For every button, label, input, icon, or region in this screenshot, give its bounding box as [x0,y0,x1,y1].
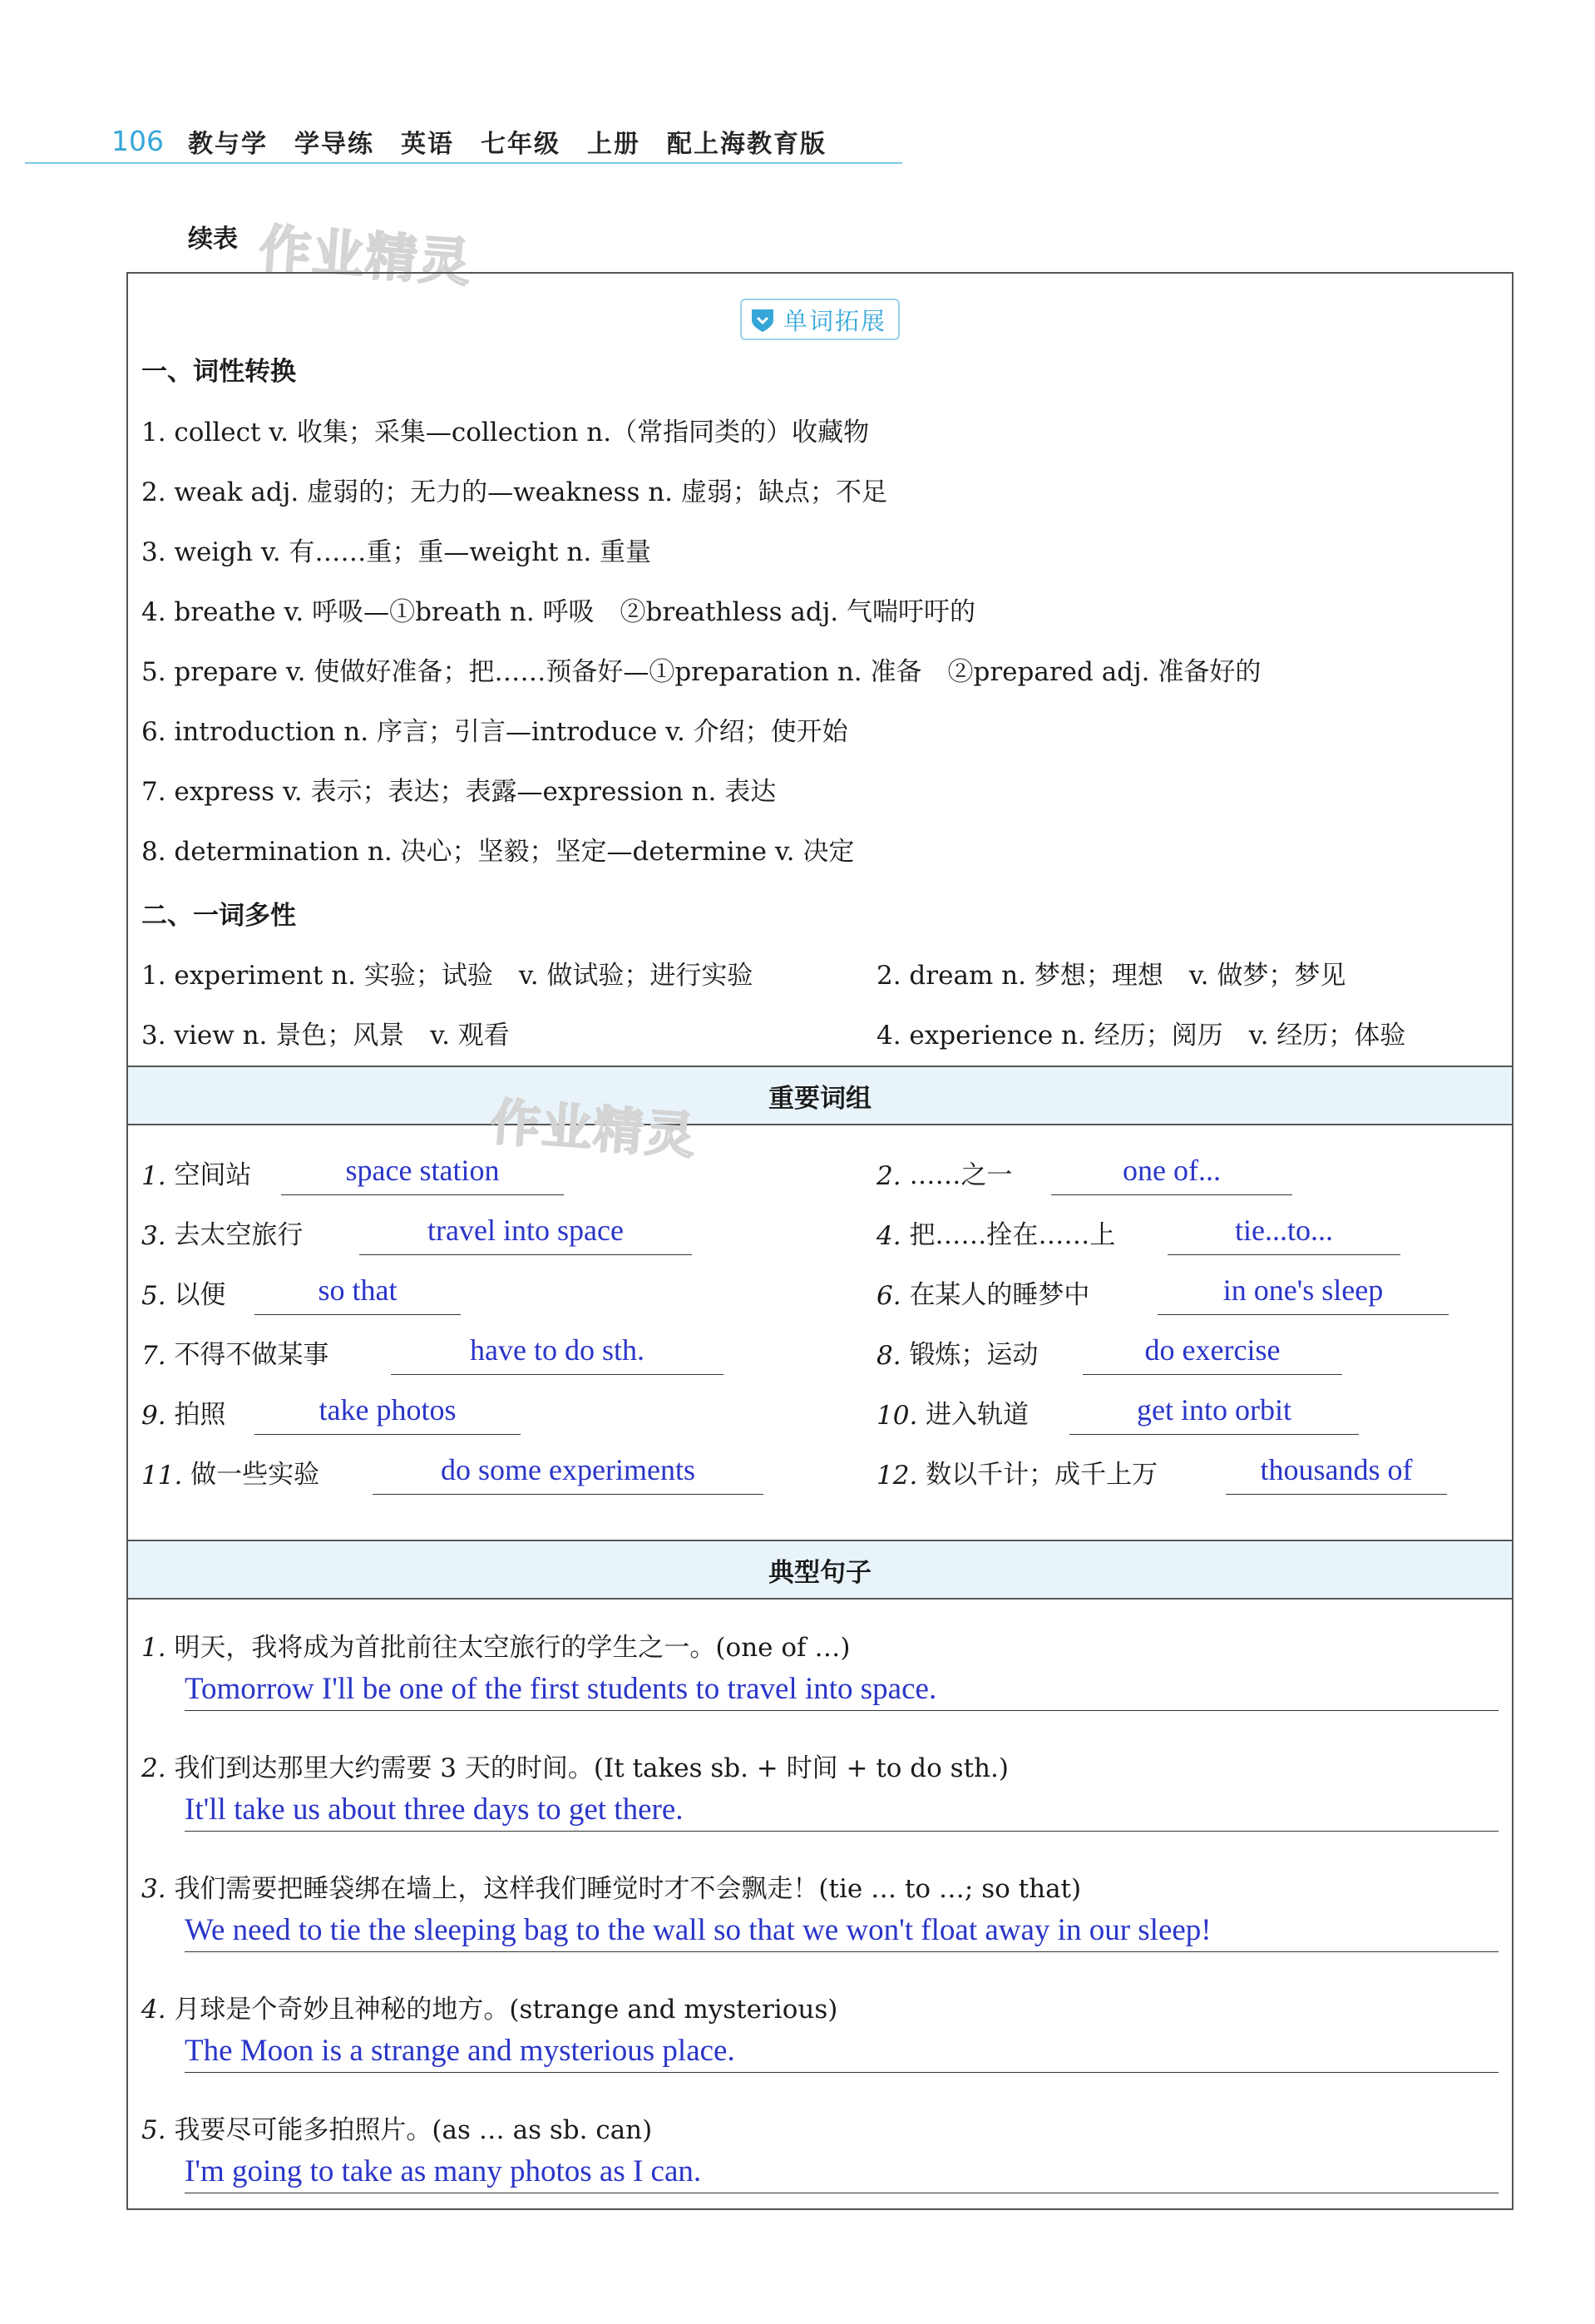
sentence-prompt [141,2109,652,2146]
phrase-chinese: 不得不做某事 [174,1340,329,1370]
phrase-answer-blank[interactable] [1226,1454,1447,1495]
phrases-title: 重要词组 [768,1083,872,1114]
sentence-prompt [141,1988,837,2025]
phrase-chinese: 进入轨道 [926,1400,1030,1430]
conversion-item: 7. express v. 表示；表达；表露—expression n. 表达 [141,777,777,807]
conversion-item: 6. introduction n. 序言；引言—introduce v. 介绍；使开始 [141,717,848,747]
phrase-chinese: ……之一 [909,1160,1013,1190]
phrase-number: 1. [141,1161,166,1191]
phrase-chinese: 去太空旅行 [174,1220,304,1250]
phrase-number: 10. [877,1401,918,1431]
phrase-chinese: 空间站 [174,1160,252,1190]
phrase-answer-blank[interactable] [281,1155,564,1195]
phrase-answer-blank[interactable] [1051,1155,1292,1195]
vocab-badge-label: 单词拓展 [783,306,887,335]
phrase-answer: space station [345,1154,500,1187]
phrase-chinese: 拍照 [174,1400,226,1430]
phrase-answer: one of... [1123,1154,1221,1187]
sentence-number: 4. [141,1995,166,2025]
multi-pos-item: 3. view n. 景色；风景 v. 观看 [141,1021,510,1051]
phrase-answer: in one's sleep [1222,1273,1384,1307]
phrase-answer-blank[interactable] [1158,1274,1449,1315]
phrase-answer-blank[interactable] [1069,1394,1359,1435]
sentence-number: 1. [141,1633,166,1663]
sentence-prompt [141,1626,850,1664]
phrase-answer-blank[interactable] [254,1394,521,1435]
multi-pos-item: 1. experiment n. 实验；试验 v. 做试验；进行实验 [141,961,753,991]
phrase-answer: take photos [319,1393,457,1427]
sentence-chinese: 月球是个奇妙且神秘的地方。(strange and mysterious) [174,1995,838,2025]
phrase-answer: thousands of [1260,1453,1413,1486]
sentence-answer[interactable]: Tomorrow I'll be one of the first students to travel into space. [185,1671,1499,1711]
phrase-number: 3. [141,1221,166,1251]
phrase-item [141,1453,807,1495]
conversion-item: 3. weigh v. 有……重；重—weight n. 重量 [141,537,652,567]
phrase-answer: tie...to... [1235,1214,1333,1247]
phrase-number: 7. [141,1341,166,1371]
sentence-chinese: 明天，我将成为首批前往太空旅行的学生之一。(one of …) [174,1633,851,1663]
phrase-answer: have to do sth. [470,1333,644,1367]
phrase-item [877,1453,1509,1495]
page-number: 106 [111,125,164,157]
phrase-number: 4. [877,1221,901,1251]
watermark: 作业精灵 [488,1093,699,1166]
sentences-title: 典型句子 [768,1557,872,1588]
sentence-chinese: 我们到达那里大约需要 3 天的时间。(It takes sb. + 时间 + to do sth.) [174,1753,1009,1783]
phrase-item [877,1393,1459,1435]
sentences-banner [128,1540,1512,1600]
header-divider [25,162,902,164]
phrase-answer: travel into space [427,1214,624,1247]
sentence-number: 3. [141,1874,166,1904]
phrase-answer-blank[interactable] [1083,1334,1342,1375]
phrase-answer: get into orbit [1137,1393,1291,1427]
sentence-number: 2. [141,1753,166,1783]
vocab-badge [740,299,900,340]
sentence-chinese: 我要尽可能多拍照片。(as … as sb. can) [174,2115,653,2145]
phrase-number: 11. [141,1461,183,1491]
phrase-chinese: 做一些实验 [190,1460,320,1490]
header-title: 教与学 学导练 英语 七年级 上册 配上海教育版 [188,130,827,159]
phrase-chinese: 以便 [174,1280,226,1310]
sentence-answer[interactable]: I'm going to take as many photos as I can. [185,2153,1499,2193]
sentence-chinese: 我们需要把睡袋绑在墙上，这样我们睡觉时才不会飘走！(tie … to …; so that) [174,1874,1082,1904]
phrases-banner [128,1066,1512,1125]
phrase-answer-blank[interactable] [391,1334,723,1375]
phrase-chinese: 数以千计；成千上万 [926,1460,1158,1490]
phrase-chinese: 锻炼；运动 [909,1340,1039,1370]
conversion-item: 8. determination n. 决心；坚毅；坚定—determine v. 决定 [141,837,855,867]
phrase-chinese: 把……拴在……上 [909,1220,1116,1250]
conversion-item: 1. collect v. 收集；采集—collection n.（常指同类的）收藏物 [141,418,870,447]
phrase-answer-blank[interactable] [359,1214,692,1255]
section-title-multi-pos: 二、一词多性 [141,901,296,931]
phrase-item [877,1214,1459,1255]
phrase-answer: do exercise [1144,1333,1281,1367]
phrase-number: 12. [877,1461,918,1491]
phrase-answer: so that [318,1273,398,1307]
phrase-item [877,1154,1459,1195]
watermark: 作业精灵 [257,218,474,294]
phrase-number: 5. [141,1281,166,1311]
shield-icon [748,305,777,334]
phrase-number: 6. [877,1281,901,1311]
sentence-number: 5. [141,2115,166,2145]
section-title-conversion: 一、词性转换 [141,357,296,387]
conversion-item: 4. breathe v. 呼吸—①breath n. 呼吸 ②breathless adj. 气喘吁吁的 [141,597,976,627]
conversion-item: 5. prepare v. 使做好准备；把……预备好—①preparation n. 准备 ②prepared adj. 准备好的 [141,657,1262,687]
continued-label: 续表 [188,225,238,254]
phrase-answer-blank[interactable] [1168,1214,1400,1255]
content-frame [126,272,1514,2210]
phrase-item [141,1214,723,1255]
conversion-item: 2. weak adj. 虚弱的；无力的—weakness n. 虚弱；缺点；不足 [141,477,887,507]
phrase-item [877,1273,1509,1315]
sentence-answer[interactable]: We need to tie the sleeping bag to the wall so that we won't float away in our sleep! [185,1912,1499,1952]
phrase-item [141,1333,740,1375]
multi-pos-item: 2. dream n. 梦想；理想 v. 做梦；梦见 [877,961,1346,991]
sentence-answer[interactable]: The Moon is a strange and mysterious place. [185,2033,1499,2073]
sentence-answer[interactable]: It'll take us about three days to get there. [185,1792,1499,1832]
sentence-prompt [141,1747,1009,1784]
phrase-answer: do some experiments [441,1453,695,1486]
phrase-number: 9. [141,1401,166,1431]
sentence-prompt [141,1867,1081,1905]
phrase-answer-blank[interactable] [254,1274,461,1315]
phrase-item [141,1393,640,1435]
multi-pos-item: 4. experience n. 经历；阅历 v. 经历；体验 [877,1021,1406,1051]
phrase-answer-blank[interactable] [373,1454,763,1495]
phrase-chinese: 在某人的睡梦中 [909,1280,1090,1310]
phrase-number: 2. [877,1161,901,1191]
phrase-item [877,1333,1459,1375]
page-header [106,115,905,165]
phrase-item [141,1273,640,1315]
phrase-number: 8. [877,1341,901,1371]
